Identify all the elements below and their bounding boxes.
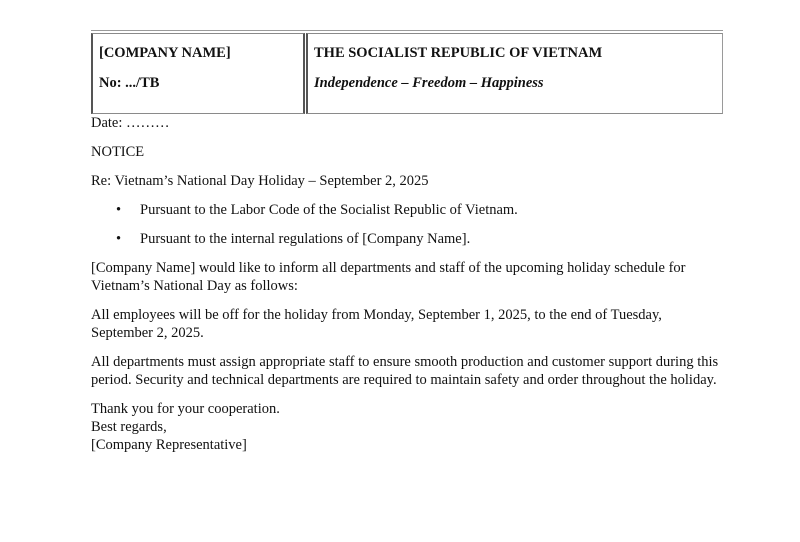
legal-basis-list (91, 201, 723, 248)
thanks-line: Thank you for your cooperation. (91, 401, 280, 417)
national-motto: Independence – Freedom – Happiness (314, 75, 544, 91)
date-line: Date: ……… (91, 115, 170, 131)
country-title: THE SOCIALIST REPUBLIC OF VIETNAM (314, 45, 603, 61)
notice-title: NOTICE (91, 144, 145, 160)
signature-line: [Company Representative] (91, 437, 247, 453)
subject-line: Re: Vietnam’s National Day Holiday – September 2, 2025 (91, 173, 429, 189)
list-item-text: Pursuant to the Labor Code of the Socialist Republic of Vietnam. (140, 202, 518, 218)
departments-paragraph: All departments must assign appropriate staff to ensure smooth production and customer support during this period. Security and technical departments are required to maintain safety and order throughout the holiday. (91, 354, 719, 388)
header-table (91, 30, 723, 112)
regards-line: Best regards, (91, 419, 167, 435)
document (91, 30, 723, 454)
header-cell-country (306, 33, 723, 114)
schedule-paragraph: All employees will be off for the holiday from Monday, September 1, 2025, to the end of Tuesday, September 2, 2025. (91, 307, 662, 341)
list-item (91, 201, 723, 219)
document-number: No: .../TB (99, 75, 160, 91)
bullet-icon: • (116, 231, 122, 247)
list-item-text: Pursuant to the internal regulations of [Company Name]. (140, 231, 471, 247)
inform-paragraph: [Company Name] would like to inform all departments and staff of the upcoming holiday schedule for Vietnam’s National Day as follows: (91, 260, 686, 294)
header-cell-company (91, 33, 305, 114)
list-item (91, 230, 723, 248)
company-name: [COMPANY NAME] (99, 45, 231, 61)
bullet-icon: • (116, 202, 122, 218)
